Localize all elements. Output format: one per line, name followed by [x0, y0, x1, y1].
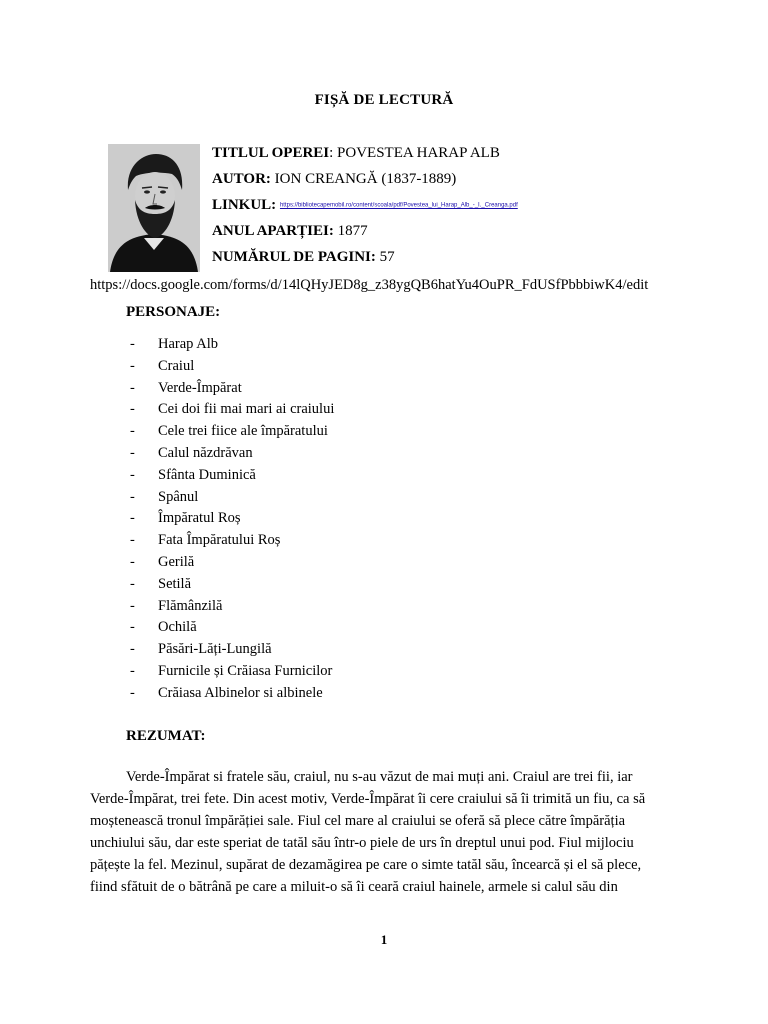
form-url-text: https://docs.google.com/forms/d/14lQHyJED8g_z38ygQB6hatYu4OuPR_FdUSfPbbbiwK4/edit	[90, 277, 649, 293]
list-item	[130, 443, 334, 465]
summary-line: pățește la fel. Mezinul, supărat de dezamăgirea pe care o simte tatăl său, încearcă și el să plece,	[90, 857, 642, 873]
title-row	[212, 144, 732, 170]
page-number: 1	[380, 932, 388, 947]
character-name: Craiul	[158, 357, 195, 374]
year-row	[212, 222, 732, 248]
list-item	[130, 530, 334, 552]
list-item	[130, 683, 334, 705]
list-dash: -	[130, 641, 135, 658]
list-item	[130, 639, 334, 661]
list-dash: -	[130, 401, 135, 418]
list-dash: -	[130, 423, 135, 440]
pages-label: NUMĂRUL DE PAGINI:	[212, 249, 376, 265]
character-name: Cei doi fii mai mari ai craiului	[158, 401, 335, 418]
list-dash: -	[130, 357, 135, 374]
character-name: Calul năzdrăvan	[158, 444, 253, 461]
list-dash: -	[130, 532, 135, 549]
list-item	[130, 465, 334, 487]
year-label: ANUL APARȚIEI:	[212, 223, 334, 239]
characters-heading: PERSONAJE:	[126, 304, 221, 320]
list-dash: -	[130, 444, 135, 461]
character-name: Gerilă	[158, 553, 195, 570]
author-label: AUTOR:	[212, 171, 271, 187]
author-row	[212, 170, 732, 196]
summary-line: fiind sfătuit de o bătrână pe care a miluit-o să îi ceară craiul hainele, armele si calul său din	[90, 879, 618, 895]
character-name: Crăiasa Albinelor si albinele	[158, 684, 323, 701]
list-item	[130, 399, 334, 421]
year-value: 1877	[333, 223, 368, 239]
title-label: TITLUL OPEREI	[212, 145, 330, 161]
list-dash: -	[130, 553, 135, 570]
character-name: Flămânzilă	[158, 597, 223, 614]
summary-heading: REZUMAT:	[126, 728, 206, 744]
author-portrait-image	[108, 144, 200, 272]
characters-list	[130, 334, 334, 705]
character-name: Furnicile și Crăiasa Furnicilor	[158, 662, 333, 679]
pages-value: 57	[375, 249, 395, 265]
character-name: Fata Împăratului Roș	[158, 532, 281, 549]
list-item	[130, 378, 334, 400]
list-item	[130, 574, 334, 596]
list-dash: -	[130, 619, 135, 636]
list-dash: -	[130, 684, 135, 701]
character-name: Cele trei fiice ale împăratului	[158, 423, 328, 440]
document-title: FIȘĂ DE LECTURĂ	[314, 92, 454, 108]
list-dash: -	[130, 575, 135, 592]
character-name: Spânul	[158, 488, 199, 505]
character-name: Verde-Împărat	[158, 379, 242, 396]
list-dash: -	[130, 488, 135, 505]
list-item	[130, 661, 334, 683]
summary-line: Verde-Împărat si fratele său, craiul, nu s-au văzut de mai muți ani. Craiul are trei fii, iar	[126, 769, 633, 785]
link-label: LINKUL:	[212, 197, 277, 213]
book-link[interactable]: https://bibliotecapemobil.ro/content/scoala/pdf/Povestea_lui_Harap_Alb_-_I._Creanga.pdf	[279, 202, 518, 209]
list-item	[130, 421, 334, 443]
list-dash: -	[130, 597, 135, 614]
list-item	[130, 356, 334, 378]
summary-line: Verde-Împărat, trei fete. Din acest motiv, Verde-Împărat îi cere craiului să îi trimită un fiu, ca să	[90, 791, 646, 807]
author-portrait	[108, 144, 200, 272]
character-name: Sfânta Duminică	[158, 466, 256, 483]
summary-paragraph	[90, 766, 682, 898]
list-item	[130, 508, 334, 530]
list-item	[130, 552, 334, 574]
character-name: Ochilă	[158, 619, 197, 636]
summary-line: unchiului său, dar este speriat de tatăl său într-o piele de urs în dreptul unui pod. Fiul mijlociu	[90, 835, 634, 851]
character-name: Păsări-Lăți-Lungilă	[158, 641, 272, 658]
character-name: Împăratul Roș	[158, 510, 241, 527]
list-item	[130, 487, 334, 509]
pages-row	[212, 248, 732, 274]
list-item	[130, 617, 334, 639]
summary-line: moștenească tronul împărăției sale. Fiul cel mare al craiului se oferă să plece către împărăția	[90, 813, 626, 829]
list-dash: -	[130, 510, 135, 527]
list-item	[130, 334, 334, 356]
list-dash: -	[130, 336, 135, 352]
author-value: ION CREANGĂ (1837-1889)	[270, 171, 457, 187]
character-name: Harap Alb	[158, 336, 218, 352]
link-row	[212, 196, 732, 222]
list-dash: -	[130, 466, 135, 483]
character-name: Setilă	[158, 575, 192, 592]
title-value: : POVESTEA HARAP ALB	[329, 145, 500, 161]
list-dash: -	[130, 662, 135, 679]
list-item	[130, 596, 334, 618]
work-details	[212, 144, 732, 274]
list-dash: -	[130, 379, 135, 396]
